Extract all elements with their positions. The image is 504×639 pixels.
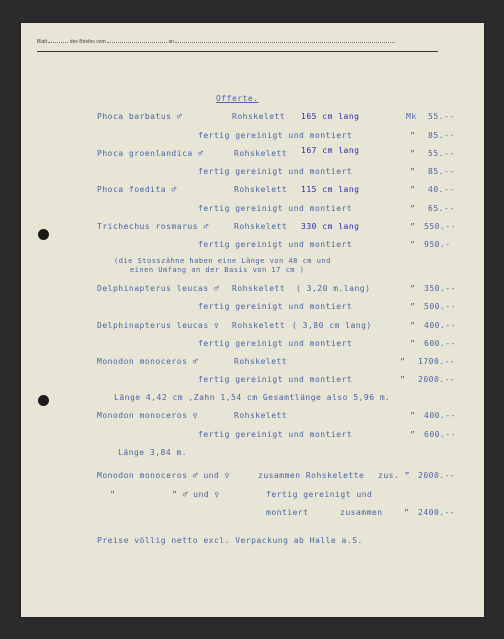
date-blank — [107, 38, 167, 43]
currency: ” — [410, 222, 416, 231]
species-ditto: ” ♂ und ♀ — [172, 490, 220, 499]
price: 2400.-- — [418, 508, 456, 517]
species-name: Monodon monoceros ♀ — [97, 411, 199, 420]
item-desc: Rohskelett — [234, 185, 288, 194]
punch-hole — [38, 395, 49, 406]
price: 65.-- — [428, 204, 455, 213]
size-note: 115 cm lang — [301, 185, 360, 194]
price: 600.-- — [424, 430, 456, 439]
price: 400.-- — [424, 411, 456, 420]
recipient-blank — [175, 38, 395, 43]
species-name: Delphinapterus leucas ♂ — [97, 284, 220, 293]
currency: ” — [410, 185, 416, 194]
price: 85.-- — [428, 167, 455, 176]
currency: ” — [410, 240, 416, 249]
size-note: ( 3,80 cm lang) — [292, 321, 372, 330]
price: 2000.-- — [418, 375, 456, 384]
currency: zus. ” — [378, 471, 410, 480]
item-desc: Rohskelett — [234, 357, 288, 366]
price: 350.-- — [424, 284, 456, 293]
price: 600.-- — [424, 339, 456, 348]
species-name: Trichechus rosmarus ♂ — [97, 222, 209, 231]
blatt-label: Blatt — [37, 39, 48, 45]
currency: ” — [410, 284, 416, 293]
currency: ” — [410, 167, 416, 176]
item-desc: Rohskelett — [234, 149, 288, 158]
header-rule — [37, 51, 438, 52]
item-desc: Rohskelett — [234, 411, 288, 420]
size-note: 165 cm lang — [301, 112, 360, 121]
item-desc: Rohskelett — [234, 222, 288, 231]
currency: ” — [410, 131, 416, 140]
briefes-label: des Briefes vom — [69, 39, 106, 45]
item-desc: fertig gereinigt und montiert — [198, 240, 353, 249]
item-desc: Rohskelett — [232, 321, 286, 330]
currency: ” — [410, 411, 416, 420]
length-note: Länge 4,42 cm ,Zahn 1,54 cm Gesamtlänge also 5,96 m. — [114, 393, 391, 402]
tusk-note: einen Umfang an der Basis von 17 cm ) — [130, 266, 305, 274]
price: 1700.-- — [418, 357, 456, 366]
species-name: Monodon monoceros ♂ und ♀ — [97, 471, 230, 480]
item-desc: fertig gereinigt und montiert — [198, 430, 353, 439]
currency: ” — [410, 149, 416, 158]
price: 55.-- — [428, 112, 455, 121]
punch-hole — [38, 229, 49, 240]
species-name: Phoca groenlandica ♂ — [97, 149, 204, 158]
item-desc: fertig gereinigt und montiert — [198, 131, 353, 140]
item-desc: fertig gereinigt und montiert — [198, 204, 353, 213]
species-name: Delphinapterus leucas ♀ — [97, 321, 220, 330]
species-name: Monodon monoceros ♂ — [97, 357, 199, 366]
price-terms: Preise völlig netto excl. Verpackung ab Halle a.S. — [97, 536, 363, 545]
size-note: ( 3,20 m.lang) — [296, 284, 371, 293]
letterhead-fields — [37, 38, 395, 45]
price: 950.- — [424, 240, 451, 249]
currency: Mk — [406, 112, 417, 121]
length-note: Länge 3,84 m. — [118, 448, 188, 457]
blatt-blank — [48, 38, 68, 43]
ditto-mark: ” — [110, 490, 116, 499]
item-desc: fertig gereinigt und montiert — [198, 339, 353, 348]
price: 85.-- — [428, 131, 455, 140]
currency: ” — [410, 321, 416, 330]
item-desc: Rohskelett — [232, 112, 286, 121]
price: 55.-- — [428, 149, 455, 158]
currency: ” — [400, 357, 406, 366]
currency: ” — [410, 204, 416, 213]
item-desc: fertig gereinigt und — [266, 490, 373, 499]
price: 400.-- — [424, 321, 456, 330]
currency: ” — [410, 430, 416, 439]
price: 2000.-- — [418, 471, 456, 480]
size-note: 167 cm lang — [301, 146, 360, 155]
currency: ” — [400, 375, 406, 384]
item-desc: fertig gereinigt und montiert — [198, 302, 353, 311]
item-desc: zusammen Rohskelette — [258, 471, 365, 480]
tusk-note: (die Stosszähne haben eine Länge von 48 cm und — [114, 257, 331, 265]
currency: ” — [410, 302, 416, 311]
price: 40.-- — [428, 185, 455, 194]
size-note: 330 cm lang — [301, 222, 360, 231]
size-note: zusammen — [340, 508, 383, 517]
currency: ” — [404, 508, 410, 517]
species-name: Phoca barbatus ♂ — [97, 112, 183, 121]
an-label: an — [168, 39, 174, 45]
document-title: Offerte. — [216, 94, 259, 103]
price: 500.-- — [424, 302, 456, 311]
species-name: Phoca foedita ♂ — [97, 185, 177, 194]
item-desc: fertig gereinigt und montiert — [198, 375, 353, 384]
price: 550.-- — [424, 222, 456, 231]
item-desc: montiert — [266, 508, 309, 517]
currency: ” — [410, 339, 416, 348]
item-desc: Rohskelett — [232, 284, 286, 293]
item-desc: fertig gereinigt und montiert — [198, 167, 353, 176]
